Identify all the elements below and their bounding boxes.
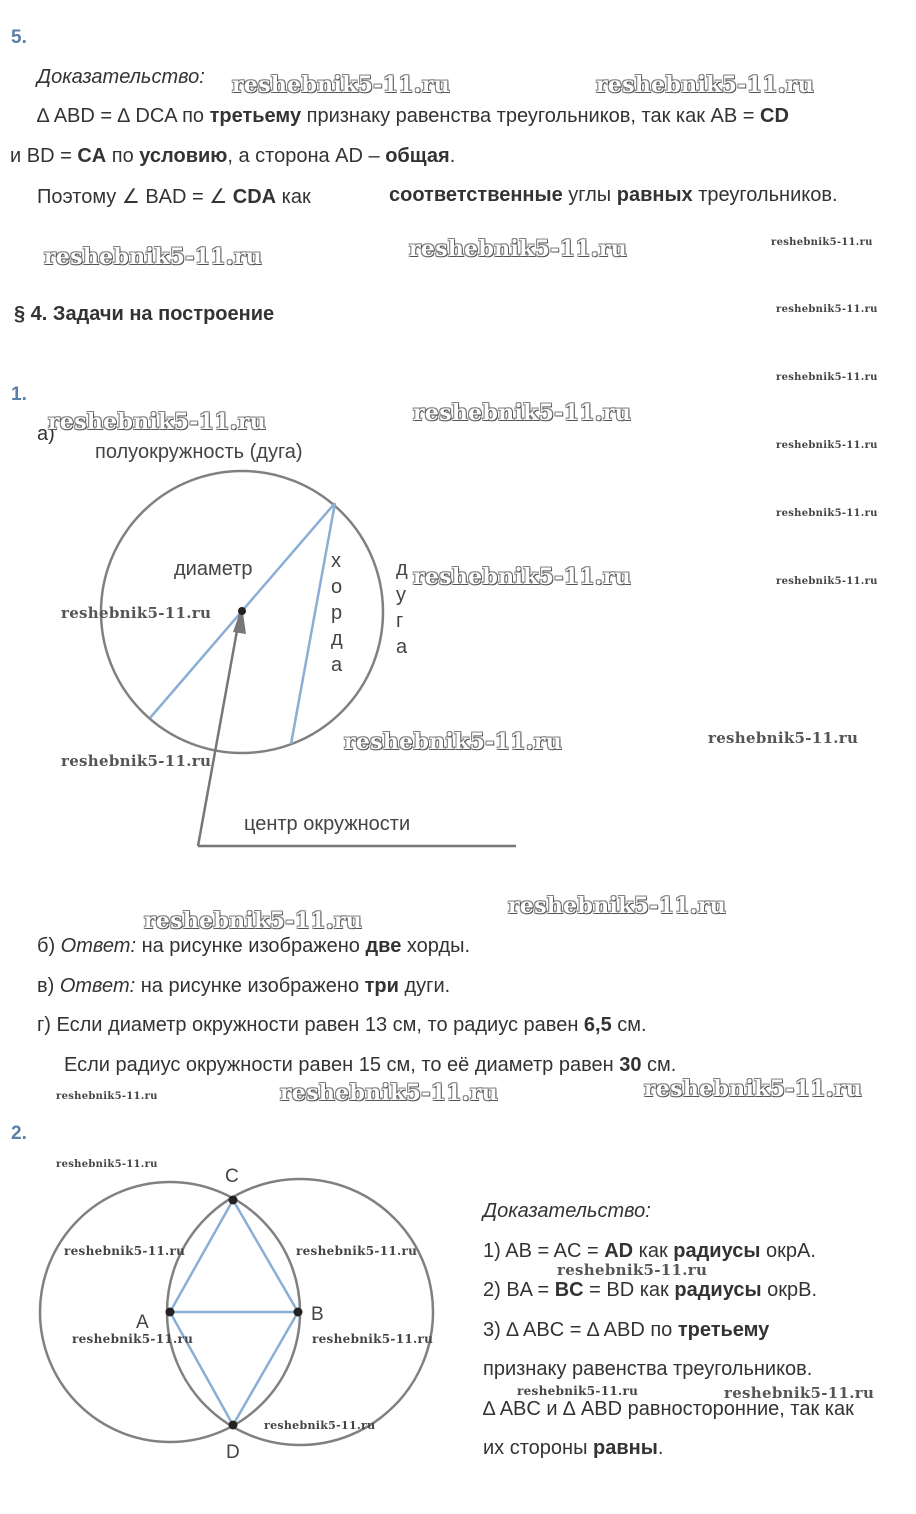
watermark: reshebnik5-11.ru	[776, 440, 878, 451]
label-semicircle: полуокружность (дуга)	[95, 441, 303, 463]
watermark: reshebnik5-11.ru	[232, 72, 451, 98]
chord-line	[291, 503, 335, 744]
section-title: § 4. Задачи на построение	[14, 303, 275, 325]
point-c	[229, 1196, 238, 1205]
point-a	[166, 1308, 175, 1317]
label-center: центр окружности	[244, 813, 411, 835]
watermark: reshebnik5-11.ru	[64, 1244, 186, 1258]
figure-two-circles	[40, 1179, 433, 1445]
watermark: reshebnik5-11.ru	[144, 908, 363, 934]
task1-number: 1.	[11, 384, 27, 405]
task5-line2: и BD = CA по условию, а сторона AD – общая.	[10, 145, 456, 167]
watermark: reshebnik5-11.ru	[44, 244, 263, 270]
task2-line6: их стороны равны.	[483, 1437, 664, 1459]
task2-line1: 1) AB = AC = AD как радиусы окрA.	[483, 1240, 816, 1262]
task1-answer-b: б) Ответ: на рисунке изображено две хорды.	[37, 935, 471, 957]
task2-line3: 3) ∆ ABC = ∆ ABD по третьему	[483, 1319, 770, 1341]
watermark: reshebnik5-11.ru	[708, 729, 859, 747]
task5-number: 5.	[11, 27, 27, 48]
watermark: reshebnik5-11.ru	[413, 400, 632, 426]
watermark: reshebnik5-11.ru	[776, 508, 878, 519]
watermark: reshebnik5-11.ru	[771, 237, 873, 248]
label-diameter: диаметр	[174, 558, 253, 580]
watermark: reshebnik5-11.ru	[724, 1384, 875, 1402]
center-pointer-line	[198, 614, 240, 846]
watermark: reshebnik5-11.ru	[56, 1159, 158, 1170]
figure-circle-diagram	[101, 471, 516, 846]
task5-line3a: Поэтому ∠ BAD = ∠ CDA как	[37, 186, 311, 208]
point-label-a: A	[136, 1312, 149, 1333]
label-arc-vertical: д у г а	[396, 558, 408, 658]
watermark: reshebnik5-11.ru	[413, 564, 632, 590]
watermark: reshebnik5-11.ru	[776, 372, 878, 383]
watermark: reshebnik5-11.ru	[776, 576, 878, 587]
point-label-c: C	[225, 1166, 239, 1187]
watermark: reshebnik5-11.ru	[409, 236, 628, 262]
watermark: reshebnik5-11.ru	[61, 752, 212, 770]
task1-answer-g2: Если радиус окружности равен 15 см, то её диаметр равен 30 см.	[64, 1054, 677, 1076]
point-label-d: D	[226, 1442, 240, 1463]
point-d	[229, 1421, 238, 1430]
watermark: reshebnik5-11.ru	[517, 1384, 639, 1398]
point-b	[294, 1308, 303, 1317]
task2-line4: признаку равенства треугольников.	[483, 1358, 813, 1380]
watermark: reshebnik5-11.ru	[56, 1091, 158, 1102]
task5-line1: ∆ ABD = ∆ DCA по третьему признаку равенства треугольников, так как AB = CD	[37, 105, 789, 127]
task2-proof-label: Доказательство:	[483, 1200, 651, 1222]
watermark: reshebnik5-11.ru	[312, 1332, 434, 1346]
task5-line3b: соответственные углы равных треугольников.	[389, 184, 838, 206]
task1-answer-g1: г) Если диаметр окружности равен 13 см, то радиус равен 6,5 см.	[37, 1014, 647, 1036]
watermark: reshebnik5-11.ru	[596, 72, 815, 98]
task2-line2: 2) BA = BC = BD как радиусы окрB.	[483, 1279, 817, 1301]
watermark: reshebnik5-11.ru	[72, 1332, 194, 1346]
watermark: reshebnik5-11.ru	[557, 1261, 708, 1279]
task1-answer-v: в) Ответ: на рисунке изображено три дуги.	[37, 975, 451, 997]
task2-line5: ∆ ABC и ∆ ABD равносторонние, так как	[483, 1398, 854, 1420]
watermark: reshebnik5-11.ru	[48, 409, 267, 435]
watermark: reshebnik5-11.ru	[344, 729, 563, 755]
watermark: reshebnik5-11.ru	[508, 893, 727, 919]
label-chord-vertical: х о р д а	[331, 550, 343, 676]
watermark: reshebnik5-11.ru	[644, 1076, 863, 1102]
watermark: reshebnik5-11.ru	[61, 604, 212, 622]
task1-part-a: а)	[37, 423, 55, 445]
watermark: reshebnik5-11.ru	[776, 304, 878, 315]
point-label-b: B	[311, 1304, 324, 1325]
task5-proof-label: Доказательство:	[37, 66, 205, 88]
watermark: reshebnik5-11.ru	[280, 1080, 499, 1106]
watermark: reshebnik5-11.ru	[264, 1419, 376, 1432]
watermark: reshebnik5-11.ru	[296, 1244, 418, 1258]
task2-number: 2.	[11, 1123, 27, 1144]
center-point	[238, 607, 246, 615]
